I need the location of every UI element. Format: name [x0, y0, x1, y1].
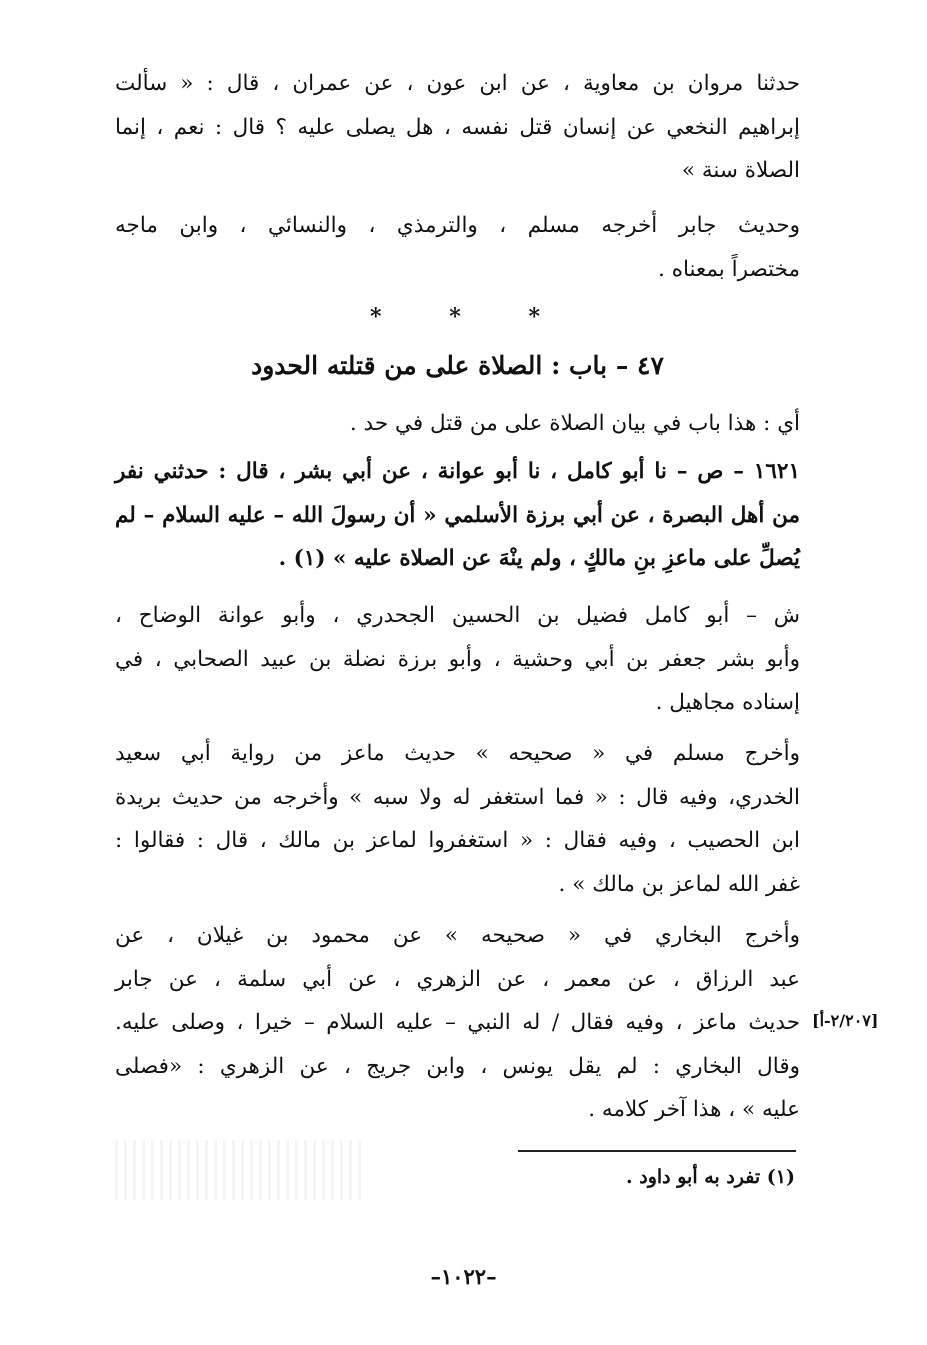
- text-line: أي : هذا باب في بيان الصلاة على من قتل في حد .: [349, 411, 800, 436]
- text-line: عليه » ، هذا آخر كلامه .: [588, 1097, 800, 1123]
- hadith-text: [115, 450, 800, 581]
- separator-star: *: [370, 304, 382, 330]
- text-line: وقال البخاري : لم يقل يونس ، وابن جريج ، عن الزهري : «فصلى: [115, 1053, 800, 1079]
- chapter-heading: ٤٧ – باب : الصلاة على من قتلته الحدود: [251, 351, 664, 380]
- text-line: غفر الله لماعز بن مالك » .: [558, 871, 800, 897]
- text-line: من أهل البصرة ، عن أبي برزة الأسلمي « أن رسولَ الله – عليه السلام – لم: [115, 502, 800, 528]
- text-line: وأخرج البخاري في « صحيحه » عن محمود بن غيلان ، عن: [115, 923, 800, 948]
- text-line: وحديث جابر أخرجه مسلم ، والترمذي ، والنسائي ، وابن ماجه: [115, 213, 800, 238]
- commentary-paragraph-3: [115, 914, 800, 1132]
- text-line: الخدري، وفيه قال : « فما استغفر له ولا سبه » وأخرجه من حديث بريدة: [115, 784, 800, 810]
- text-line: ابن الحصيب ، وفيه فقال : « استغفروا لماعز بن مالك ، قال : فقالوا :: [115, 828, 800, 854]
- separator-star: *: [449, 304, 461, 330]
- paragraph-2: [115, 204, 800, 291]
- page-number: –١٠٢٢–: [430, 1264, 497, 1289]
- separator-star: *: [528, 304, 540, 330]
- text-line: ١٦٢١ – ص – نا أبو كامل ، نا أبو عوانة ، عن أبي بشر ، قال : حدثني نفر: [115, 459, 800, 484]
- scan-artifact: [115, 1140, 365, 1200]
- text-line: إسناده مجاهيل .: [655, 690, 800, 716]
- text-line: إبراهيم النخعي عن إنسان قتل نفسه ، هل يصلى عليه ؟ قال : نعم ، إنما: [115, 114, 800, 140]
- text-line: حديث ماعز ، وفيه فقال / له النبي – عليه السلام – خيرا ، وصلى عليه.: [115, 1010, 800, 1036]
- paragraph-1: [115, 62, 800, 193]
- text-line: وأخرج مسلم في « صحيحه » حديث ماعز من رواية أبي سعيد: [115, 741, 800, 766]
- text-line: الصلاة سنة »: [681, 158, 800, 184]
- section-separator: [370, 304, 540, 330]
- text-line: وأبو بشر جعفر بن أبي وحشية ، وأبو برزة نضلة بن عبيد الصحابي ، في: [115, 646, 800, 672]
- text-line: ش – أبو كامل فضيل بن الحسين الجحدري ، وأبو عوانة الوضاح ،: [115, 603, 800, 628]
- text-line: حدثنا مروان بن معاوية ، عن ابن عون ، عن عمران ، قال : « سألت: [115, 71, 800, 96]
- footnote-rule: [518, 1150, 796, 1152]
- text-line: مختصراً بمعناه .: [658, 256, 800, 282]
- commentary-paragraph-1: [115, 594, 800, 725]
- text-line: عبد الرزاق ، عن معمر ، عن الزهري ، عن أبي سلمة ، عن جابر: [115, 966, 800, 992]
- chapter-intro: [115, 402, 800, 446]
- text-line: يُصلِّ على ماعزِ بنِ مالكٍ ، ولم ينْهَ عن الصلاة عليه » (١) .: [278, 546, 800, 572]
- manuscript-folio-reference: [٢/٢٠٧-أ]: [812, 1011, 879, 1030]
- footnote: (١) تفرد به أبو داود .: [626, 1166, 795, 1188]
- commentary-paragraph-2: [115, 732, 800, 906]
